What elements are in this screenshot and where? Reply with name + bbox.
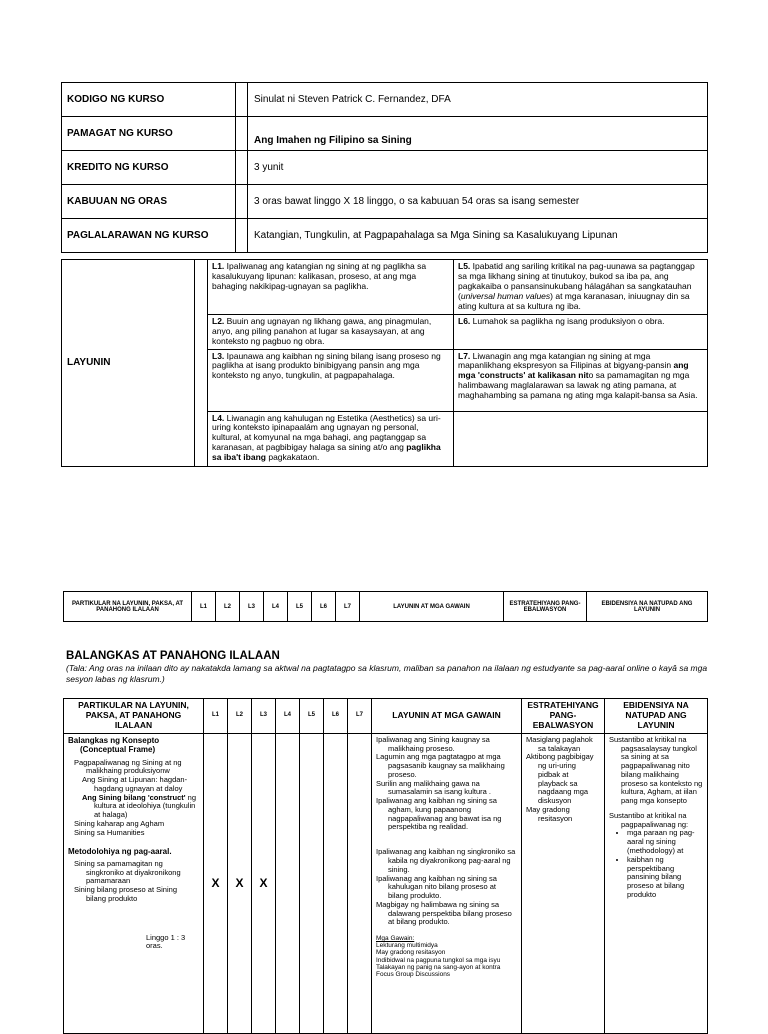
evaluation-item: Masiglang paglahok sa talakayan	[526, 734, 593, 753]
objectives-table	[61, 259, 708, 467]
evidence-bullet: • mga paraan ng pag-aaral ng sining (methodology) at	[627, 829, 703, 855]
course-credit-label: KREDITO NG KURSO	[62, 151, 236, 185]
week-1-topics	[64, 733, 204, 1033]
outline-level-l6: L6	[324, 699, 348, 734]
strip-level-l2: L2	[216, 592, 240, 622]
strip-col-topics: PARTIKULAR NA LAYUNIN, PAKSA, AT PANAHONG ILALAAN	[64, 592, 192, 622]
strip-col-activities: LAYUNIN AT MGA GAWAIN	[360, 592, 504, 622]
activity-item: Magbigay ng halimbawa ng sining sa dalawang perspektiba bilang proseso at bilang produkto.	[376, 899, 512, 927]
outline-level-l1: L1	[204, 699, 228, 734]
strip-col-evaluation: ESTRATEHIYANG PANG-EBALWASYON	[504, 592, 587, 622]
week-1-activities	[372, 733, 522, 1033]
objective-l2: L2. Buuin ang ugnayan ng likhang gawa, ang pinagmulan, anyo, ang piling panahon at lugar sa kasaysayan, at ang konteksto ng pagbuo ng obra.	[208, 314, 454, 349]
mark-l3: X	[252, 733, 276, 1033]
strip-level-l5: L5	[288, 592, 312, 622]
mark-l2: X	[228, 733, 252, 1033]
objective-l5: L5. Ipabatid ang sariling kritikal na pag-uunawa sa pagtanggap sa mga likhang sining at tinutukoy, bukod sa iba pa, ang pagkakaiba o pansansinukubang hálagáhan sa sangkatauhan (universal human values) at mga karanasan, iniuugnay din sa ating kultura at sa kultura ng iba.	[454, 260, 708, 315]
topic-item: Ang Sining at Lipunan: hagdan-hagdang ugnayan at daloy	[82, 775, 188, 793]
outline-col-evidence: EBIDENSIYA NA NATUPAD ANG LAYUNIN	[605, 699, 708, 734]
mark-l1: X	[204, 733, 228, 1033]
course-description-label: PAGLALARAWAN NG KURSO	[62, 219, 236, 253]
evidence-bullet: • kaibhan ng perspektibang pansining bilang proseso at bilang produkto	[627, 856, 703, 900]
activity-item: Lagumin ang mga pagtatagpo at mga pagsasanib kaugnay sa malikhaing proseso.	[376, 752, 505, 779]
outline-week-1-row	[64, 733, 708, 1033]
outline-header-row	[64, 699, 708, 734]
course-description-row	[62, 219, 708, 253]
outline-col-evaluation: ESTRATEHIYANG PANG-EBALWASYON	[522, 699, 605, 734]
outline-table	[63, 698, 708, 1034]
course-credit-row	[62, 151, 708, 185]
topic-section-framework: Balangkas ng Konsepto (Conceptual Frame)	[68, 735, 160, 755]
week-1-evaluation	[522, 733, 605, 1033]
topic-item: Ang Sining bilang 'construct' ng kultura at ideolohiya (tungkulin at halaga)	[82, 792, 197, 820]
course-title-label: PAMAGAT NG KURSO	[62, 117, 236, 151]
objective-l7: L7. Liwanagin ang mga katangian ng sining at mga mapanlikhang ekspresyon sa Filipinas at bigyang-pansin ang mga 'constructs' at kalikasan nito sa pamamagitan ng mga halimbawang maglalarawan sa lawak ng ating pamana, at maghahambing sa pamana ng ating mga kalapit-bansa sa Asia.	[454, 349, 708, 411]
strip-level-l6: L6	[312, 592, 336, 622]
course-hours-row	[62, 185, 708, 219]
objective-l4: L4. Liwanagin ang kahulugan ng Estetika (Aesthetics) sa uri-uring konteksto ipinapaalám ang ugnayan ng personal, kultural, at komyunal na mga bahagi, ang pagtanggap sa karanasan, at pagbibigay halaga sa sining at/o ang paglikha sa iba't ibang pagkakataon.	[208, 411, 454, 466]
activity-task: May gradong resitasyon	[376, 949, 446, 957]
course-hours-label: KABUUAN NG ORAS	[62, 185, 236, 219]
week-1-evidence	[605, 733, 708, 1033]
topic-item: Pagpapaliwanag ng Sining at ng malikhaing produksiyonw	[74, 757, 182, 776]
objective-l6: L6. Lumahok sa paglikha ng isang produksiyon o obra.	[454, 314, 708, 349]
topic-item: Sining bilang proseso at Sining bilang produkto	[74, 885, 177, 903]
course-hours-value: 3 oras bawat linggo X 18 linggo, o sa kabuuan 54 oras sa isang semester	[248, 185, 708, 219]
strip-level-l1: L1	[192, 592, 216, 622]
strip-col-evidence: EBIDENSIYA NA NATUPAD ANG LAYUNIN	[587, 592, 708, 622]
course-title-row	[62, 117, 708, 151]
evaluation-item: Aktibong pagbibigay ng uri-uring pidbak at playback sa nagdaang mga diskusyon	[526, 752, 594, 806]
activity-task: Talakayan ng panig na sang-ayon at kontra	[376, 963, 501, 971]
evidence-item: Sustantibo at kritikal na pagsasalaysay tungkol sa sining at sa pagpapaliwanag nito bilang malikhaing proseso sa konteksto ng kultura, Agham, at iilan pang mga konsepto	[609, 734, 703, 806]
outline-col-topics: PARTIKULAR NA LAYUNIN, PAKSA, AT PANAHONG ILALAAN	[64, 699, 204, 734]
activities-subheading: Mga Gawain:	[376, 935, 415, 943]
outline-col-activities: LAYUNIN AT MGA GAWAIN	[372, 699, 522, 734]
activity-task: Focus Group Discussions	[376, 970, 451, 978]
course-description-value: Katangian, Tungkulin, at Pagpapahalaga sa Mga Sining sa Kasalukuyang Lipunan	[248, 219, 708, 253]
section-note: (Tala: Ang oras na inilaan dito ay nakatakda lamang sa aktwal na pagtatagpo sa klasrum, maliban sa panahon na ilalaan ng estudyante sa pag-aaral online o kayâ sa mga sesyon labas ng klasrum.)	[66, 663, 708, 685]
strip-level-l3: L3	[240, 592, 264, 622]
activity-item: Ipaliwanag ang kaibhan ng sining sa agham, kung papaanong nagpapaliwanag ang bawat isa ng perspektiba ng realidad.	[376, 796, 502, 832]
topic-item: Sining sa Humanities	[74, 827, 145, 837]
week-duration: Linggo 1 : 3 oras.	[146, 932, 186, 951]
course-credit-value: 3 yunit	[248, 151, 708, 185]
outline-level-l2: L2	[228, 699, 252, 734]
outline-level-l5: L5	[300, 699, 324, 734]
outline-header-strip	[63, 591, 708, 622]
activity-item: Ipaliwanag ang kaibhan ng singkroniko sa kabila ng diyakronikong pag-aaral ng sining.	[376, 847, 516, 874]
evaluation-item: May gradong resitasyon	[526, 804, 573, 823]
activity-item: Surilin ang malikhaing gawa na sumasalamin sa isang kultura .	[376, 778, 491, 797]
topic-item: Sining kaharap ang Agham	[74, 818, 165, 828]
activity-item: Ipaliwanag ang kaibhan ng sining sa kahulugan nito bilang proseso at bilang produkto.	[376, 873, 497, 901]
course-code-label: KODIGO NG KURSO	[62, 83, 236, 117]
course-info-table	[61, 82, 708, 253]
activity-task: Lekturang multimidya	[376, 942, 438, 950]
topic-section-methodology: Metodolohiya ng pag-aaral.	[68, 847, 172, 857]
evidence-bullets	[609, 829, 703, 899]
activity-item: Ipaliwanag ang Sining kaugnay sa malikhaing proseso.	[376, 734, 490, 753]
course-title-value: Ang Imahen ng Filipino sa Sining	[248, 117, 708, 151]
section-title: BALANGKAS AT PANAHONG ILALAAN	[66, 650, 280, 662]
evidence-item: Sustantibo at kritikal na pagpapaliwanag ng:	[609, 810, 689, 829]
strip-level-l7: L7	[336, 592, 360, 622]
outline-level-l4: L4	[276, 699, 300, 734]
objectives-label: LAYUNIN	[62, 260, 195, 467]
outline-level-l7: L7	[348, 699, 372, 734]
outline-level-l3: L3	[252, 699, 276, 734]
activity-task: Indibidwal na pagpuna tungkol sa mga isyu	[376, 956, 501, 964]
objective-l1: L1. Ipaliwanag ang katangian ng sining at ng paglikha sa kasalukuyang lipunan: kalikasan, proseso, at ang mga bahaging nakikipag-ugnayan sa paglikha.	[208, 260, 454, 315]
course-code-row	[62, 83, 708, 117]
course-code-value: Sinulat ni Steven Patrick C. Fernandez, DFA	[248, 83, 708, 117]
objective-l3: L3. Ipaunawa ang kaibhan ng sining bilang isang proseso ng paglikha at isang produkto binibigyang pansin ang mga konteksto ng anyo, tungkulin, at pagpapahalaga.	[208, 349, 454, 411]
strip-level-l4: L4	[264, 592, 288, 622]
objective-empty-cell	[454, 411, 708, 466]
topic-item: Sining sa pamamagitan ng singkroniko at diyakronikong pamamaraan	[74, 858, 181, 886]
